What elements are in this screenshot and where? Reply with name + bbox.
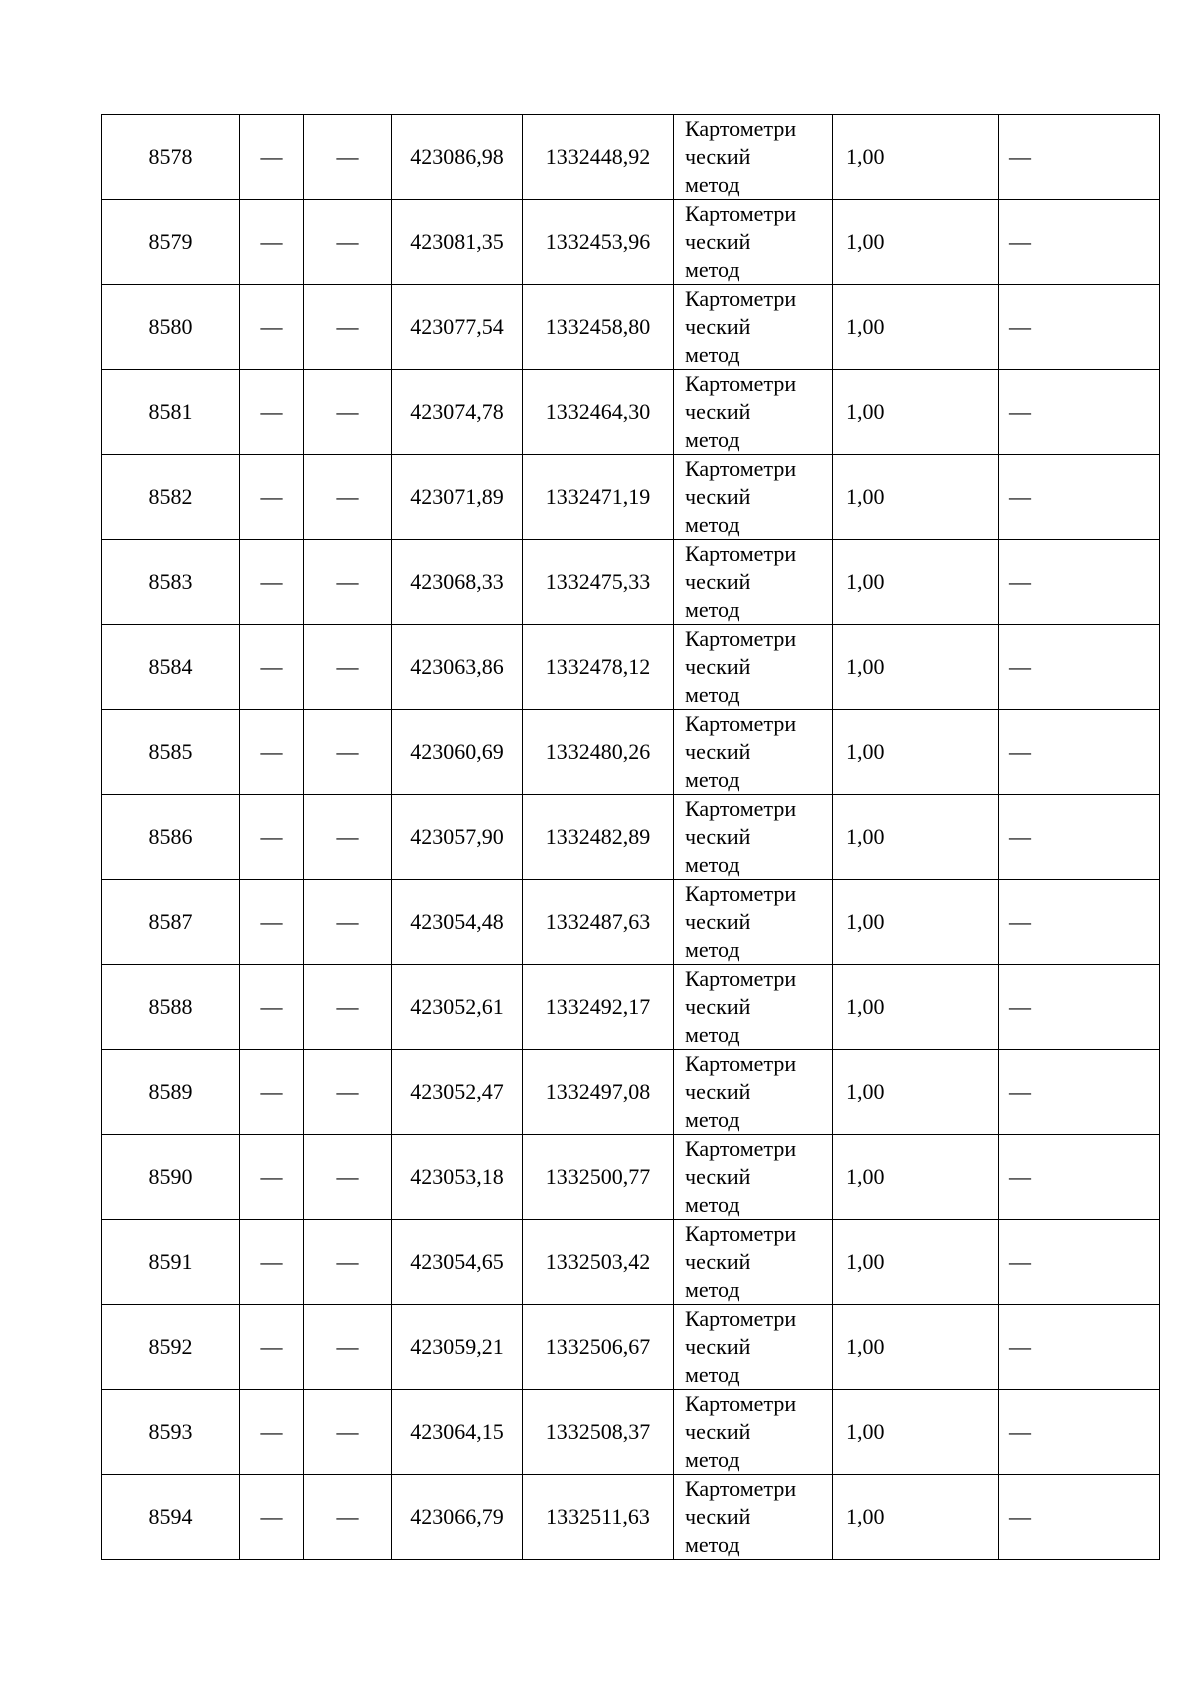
table-row — [102, 795, 1160, 880]
y-coordinate-cell: 1332458,80 — [523, 285, 674, 370]
accuracy-cell: 1,00 — [833, 1135, 999, 1220]
x-coordinate-cell: 423064,15 — [392, 1390, 523, 1475]
y-coordinate-cell: 1332448,92 — [523, 115, 674, 200]
x-coordinate-cell: 423071,89 — [392, 455, 523, 540]
empty-value-cell: — — [304, 200, 392, 285]
empty-value-cell: — — [240, 1305, 304, 1390]
method-cell: Картометри ческий метод — [674, 285, 833, 370]
point-number-cell: 8594 — [102, 1475, 240, 1560]
x-coordinate-cell: 423066,79 — [392, 1475, 523, 1560]
x-coordinate-cell: 423077,54 — [392, 285, 523, 370]
y-coordinate-cell: 1332508,37 — [523, 1390, 674, 1475]
accuracy-cell: 1,00 — [833, 1050, 999, 1135]
accuracy-cell: 1,00 — [833, 625, 999, 710]
empty-value-cell: — — [304, 285, 392, 370]
x-coordinate-cell: 423053,18 — [392, 1135, 523, 1220]
table-row — [102, 965, 1160, 1050]
description-cell: — — [999, 455, 1160, 540]
empty-value-cell: — — [304, 1475, 392, 1560]
table-row — [102, 285, 1160, 370]
method-cell: Картометри ческий метод — [674, 710, 833, 795]
method-cell: Картометри ческий метод — [674, 965, 833, 1050]
description-cell: — — [999, 710, 1160, 795]
empty-value-cell: — — [304, 370, 392, 455]
description-cell: — — [999, 1220, 1160, 1305]
accuracy-cell: 1,00 — [833, 455, 999, 540]
empty-value-cell: — — [240, 880, 304, 965]
empty-value-cell: — — [240, 455, 304, 540]
table-row — [102, 1475, 1160, 1560]
description-cell: — — [999, 965, 1160, 1050]
point-number-cell: 8590 — [102, 1135, 240, 1220]
description-cell: — — [999, 200, 1160, 285]
y-coordinate-cell: 1332487,63 — [523, 880, 674, 965]
description-cell: — — [999, 1475, 1160, 1560]
empty-value-cell: — — [304, 1390, 392, 1475]
x-coordinate-cell: 423063,86 — [392, 625, 523, 710]
empty-value-cell: — — [240, 625, 304, 710]
empty-value-cell: — — [240, 710, 304, 795]
empty-value-cell: — — [240, 200, 304, 285]
accuracy-cell: 1,00 — [833, 200, 999, 285]
point-number-cell: 8592 — [102, 1305, 240, 1390]
point-number-cell: 8580 — [102, 285, 240, 370]
method-cell: Картометри ческий метод — [674, 1135, 833, 1220]
description-cell: — — [999, 1050, 1160, 1135]
x-coordinate-cell: 423060,69 — [392, 710, 523, 795]
accuracy-cell: 1,00 — [833, 880, 999, 965]
accuracy-cell: 1,00 — [833, 795, 999, 880]
x-coordinate-cell: 423052,47 — [392, 1050, 523, 1135]
table-body — [102, 115, 1160, 1560]
description-cell: — — [999, 285, 1160, 370]
method-cell: Картометри ческий метод — [674, 200, 833, 285]
description-cell: — — [999, 625, 1160, 710]
point-number-cell: 8582 — [102, 455, 240, 540]
empty-value-cell: — — [240, 1220, 304, 1305]
method-cell: Картометри ческий метод — [674, 115, 833, 200]
coordinates-table — [101, 114, 1160, 1560]
description-cell: — — [999, 1135, 1160, 1220]
empty-value-cell: — — [240, 1050, 304, 1135]
empty-value-cell: — — [304, 710, 392, 795]
y-coordinate-cell: 1332478,12 — [523, 625, 674, 710]
y-coordinate-cell: 1332471,19 — [523, 455, 674, 540]
method-cell: Картометри ческий метод — [674, 795, 833, 880]
empty-value-cell: — — [304, 115, 392, 200]
method-cell: Картометри ческий метод — [674, 880, 833, 965]
empty-value-cell: — — [240, 1135, 304, 1220]
method-cell: Картометри ческий метод — [674, 540, 833, 625]
method-cell: Картометри ческий метод — [674, 455, 833, 540]
point-number-cell: 8579 — [102, 200, 240, 285]
table-row — [102, 1050, 1160, 1135]
table-row — [102, 200, 1160, 285]
x-coordinate-cell: 423059,21 — [392, 1305, 523, 1390]
table-row — [102, 710, 1160, 795]
accuracy-cell: 1,00 — [833, 1305, 999, 1390]
empty-value-cell: — — [304, 455, 392, 540]
empty-value-cell: — — [240, 1390, 304, 1475]
table-row — [102, 1135, 1160, 1220]
empty-value-cell: — — [240, 285, 304, 370]
point-number-cell: 8589 — [102, 1050, 240, 1135]
accuracy-cell: 1,00 — [833, 370, 999, 455]
method-cell: Картометри ческий метод — [674, 1305, 833, 1390]
empty-value-cell: — — [304, 1305, 392, 1390]
description-cell: — — [999, 1305, 1160, 1390]
x-coordinate-cell: 423054,65 — [392, 1220, 523, 1305]
y-coordinate-cell: 1332492,17 — [523, 965, 674, 1050]
description-cell: — — [999, 1390, 1160, 1475]
accuracy-cell: 1,00 — [833, 285, 999, 370]
empty-value-cell: — — [304, 795, 392, 880]
table-row — [102, 1390, 1160, 1475]
y-coordinate-cell: 1332497,08 — [523, 1050, 674, 1135]
method-cell: Картометри ческий метод — [674, 370, 833, 455]
empty-value-cell: — — [240, 795, 304, 880]
table-row — [102, 1220, 1160, 1305]
y-coordinate-cell: 1332480,26 — [523, 710, 674, 795]
y-coordinate-cell: 1332503,42 — [523, 1220, 674, 1305]
empty-value-cell: — — [240, 540, 304, 625]
empty-value-cell: — — [240, 370, 304, 455]
empty-value-cell: — — [304, 1135, 392, 1220]
table-row — [102, 370, 1160, 455]
method-cell: Картометри ческий метод — [674, 1390, 833, 1475]
point-number-cell: 8593 — [102, 1390, 240, 1475]
point-number-cell: 8586 — [102, 795, 240, 880]
description-cell: — — [999, 880, 1160, 965]
point-number-cell: 8583 — [102, 540, 240, 625]
description-cell: — — [999, 540, 1160, 625]
x-coordinate-cell: 423052,61 — [392, 965, 523, 1050]
table-row — [102, 625, 1160, 710]
method-cell: Картометри ческий метод — [674, 1050, 833, 1135]
empty-value-cell: — — [304, 1220, 392, 1305]
empty-value-cell: — — [304, 540, 392, 625]
y-coordinate-cell: 1332453,96 — [523, 200, 674, 285]
empty-value-cell: — — [304, 965, 392, 1050]
accuracy-cell: 1,00 — [833, 710, 999, 795]
point-number-cell: 8587 — [102, 880, 240, 965]
table-row — [102, 455, 1160, 540]
x-coordinate-cell: 423054,48 — [392, 880, 523, 965]
accuracy-cell: 1,00 — [833, 1220, 999, 1305]
point-number-cell: 8588 — [102, 965, 240, 1050]
accuracy-cell: 1,00 — [833, 540, 999, 625]
point-number-cell: 8591 — [102, 1220, 240, 1305]
x-coordinate-cell: 423068,33 — [392, 540, 523, 625]
point-number-cell: 8584 — [102, 625, 240, 710]
method-cell: Картометри ческий метод — [674, 1220, 833, 1305]
table-row — [102, 1305, 1160, 1390]
point-number-cell: 8581 — [102, 370, 240, 455]
description-cell: — — [999, 370, 1160, 455]
point-number-cell: 8585 — [102, 710, 240, 795]
description-cell: — — [999, 115, 1160, 200]
x-coordinate-cell: 423057,90 — [392, 795, 523, 880]
x-coordinate-cell: 423081,35 — [392, 200, 523, 285]
y-coordinate-cell: 1332500,77 — [523, 1135, 674, 1220]
y-coordinate-cell: 1332506,67 — [523, 1305, 674, 1390]
empty-value-cell: — — [240, 965, 304, 1050]
table-row — [102, 880, 1160, 965]
y-coordinate-cell: 1332475,33 — [523, 540, 674, 625]
point-number-cell: 8578 — [102, 115, 240, 200]
y-coordinate-cell: 1332482,89 — [523, 795, 674, 880]
empty-value-cell: — — [304, 1050, 392, 1135]
y-coordinate-cell: 1332464,30 — [523, 370, 674, 455]
empty-value-cell: — — [240, 1475, 304, 1560]
x-coordinate-cell: 423086,98 — [392, 115, 523, 200]
accuracy-cell: 1,00 — [833, 115, 999, 200]
y-coordinate-cell: 1332511,63 — [523, 1475, 674, 1560]
description-cell: — — [999, 795, 1160, 880]
method-cell: Картометри ческий метод — [674, 1475, 833, 1560]
accuracy-cell: 1,00 — [833, 1390, 999, 1475]
table-row — [102, 540, 1160, 625]
accuracy-cell: 1,00 — [833, 1475, 999, 1560]
accuracy-cell: 1,00 — [833, 965, 999, 1050]
x-coordinate-cell: 423074,78 — [392, 370, 523, 455]
empty-value-cell: — — [304, 880, 392, 965]
method-cell: Картометри ческий метод — [674, 625, 833, 710]
empty-value-cell: — — [304, 625, 392, 710]
empty-value-cell: — — [240, 115, 304, 200]
table-row — [102, 115, 1160, 200]
